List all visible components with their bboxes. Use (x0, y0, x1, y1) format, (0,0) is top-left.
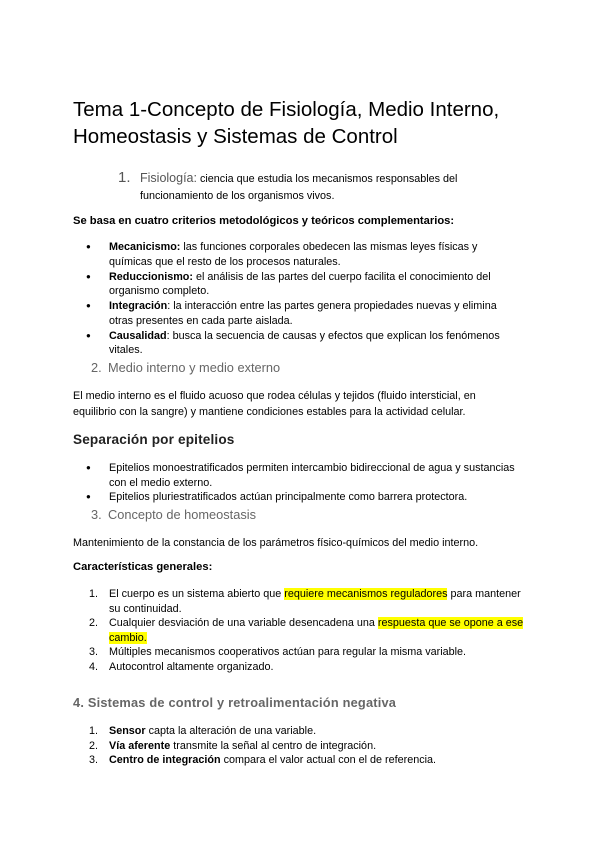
item-text: para mantener su continuidad. (109, 588, 521, 615)
section-1-term: Fisiología: (140, 171, 197, 185)
section-2-title: Medio interno y medio externo (108, 360, 281, 375)
list-item (73, 739, 533, 754)
item-text: El cuerpo es un sistema abierto que (109, 588, 285, 600)
document-title: Tema 1-Concepto de Fisiología, Medio Interno, Homeostasis y Sistemas de Control (73, 98, 500, 148)
section-3-paragraph: Mantenimiento de la constancia de los parámetros físico-químicos del medio interno. (73, 537, 479, 549)
section-2-number: 2. (91, 360, 102, 375)
list-item (73, 724, 533, 739)
criteria-term: Mecanicismo: (109, 241, 181, 253)
criteria-text: : busca la secuencia de causas y efectos que explican los fenómenos vitales. (109, 329, 500, 357)
list-item (73, 660, 533, 675)
list-number: 3. (89, 646, 99, 659)
characteristics-heading: Características generales: (73, 561, 213, 573)
list-item (73, 753, 533, 768)
highlighted-text: requiere mecanismos reguladores (284, 588, 448, 600)
list-item: ● Epitelios pluriestratificados actúan principalmente como barrera protectora. (73, 490, 533, 505)
section-2-paragraph: El medio interno es el fluido acuoso que rodea células y tejidos (fluido intersticial, en equilibrio con la sangre) y mantiene condiciones estables para la actividad celular. (73, 390, 476, 419)
list-item (73, 329, 513, 358)
section-3-heading (91, 507, 256, 522)
characteristics-list (73, 587, 533, 675)
section-3-title: Concepto de homeostasis (108, 507, 256, 522)
control-term: Centro de integración (109, 754, 221, 767)
control-term: Vía aferente (109, 739, 171, 752)
criteria-text: el análisis de las partes del cuerpo facilita el conocimiento del organismo completo. (109, 270, 491, 298)
criteria-list (73, 240, 513, 358)
list-item (73, 270, 513, 299)
section-4-heading: 4. Sistemas de control y retroalimentación negativa (73, 695, 397, 710)
section-2-heading (91, 360, 280, 375)
control-text: capta la alteración de una variable. (145, 725, 317, 737)
criteria-heading: Se basa en cuatro criterios metodológicos y teóricos complementarios: (73, 215, 455, 227)
section-1-number: 1. (118, 169, 131, 186)
control-list (73, 724, 533, 768)
list-item: ● Epitelios monoestratificados permiten intercambio bidireccional de agua y sustancias con el medio externo. (73, 461, 533, 490)
item-text: Cualquier desviación de una variable desencadena una (109, 617, 378, 630)
criteria-text: : la interacción entre las partes genera propiedades nuevas y elimina otras presentes en cada parte aislada. (109, 300, 497, 327)
list-item (73, 240, 513, 269)
item-text: Autocontrol altamente organizado. (109, 660, 274, 673)
list-number: 2. (89, 617, 99, 630)
control-term: Sensor (109, 725, 146, 737)
criteria-term: Reduccionismo: (109, 270, 193, 283)
list-item (73, 299, 513, 328)
control-text: compara el valor actual con el de referencia. (220, 754, 437, 767)
criteria-term: Causalidad (109, 329, 167, 342)
list-item (73, 616, 533, 645)
section-1-text: ciencia que estudia los mecanismos responsables del funcionamiento de los organismos vivos. (140, 173, 458, 202)
criteria-term: Integración (109, 300, 168, 313)
item-text: Múltiples mecanismos cooperativos actúan para regular la misma variable. (109, 646, 467, 659)
criteria-text: las funciones corporales obedecen las mismas leyes físicas y químicas que el resto de los procesos naturales. (109, 241, 478, 268)
list-number: 3. (89, 754, 99, 767)
section-1 (92, 170, 532, 204)
list-number: 1. (89, 725, 99, 737)
list-number: 4. (89, 660, 99, 673)
control-text: transmite la señal al centro de integración. (170, 739, 377, 752)
separation-list (73, 461, 533, 505)
list-item (73, 645, 533, 660)
list-number: 2. (89, 739, 99, 752)
separation-heading: Separación por epitelios (73, 432, 235, 447)
list-item (73, 587, 533, 616)
highlighted-text: respuesta que se opone a ese cambio. (109, 617, 524, 644)
section-3-number: 3. (91, 507, 102, 522)
list-number: 1. (89, 588, 99, 600)
